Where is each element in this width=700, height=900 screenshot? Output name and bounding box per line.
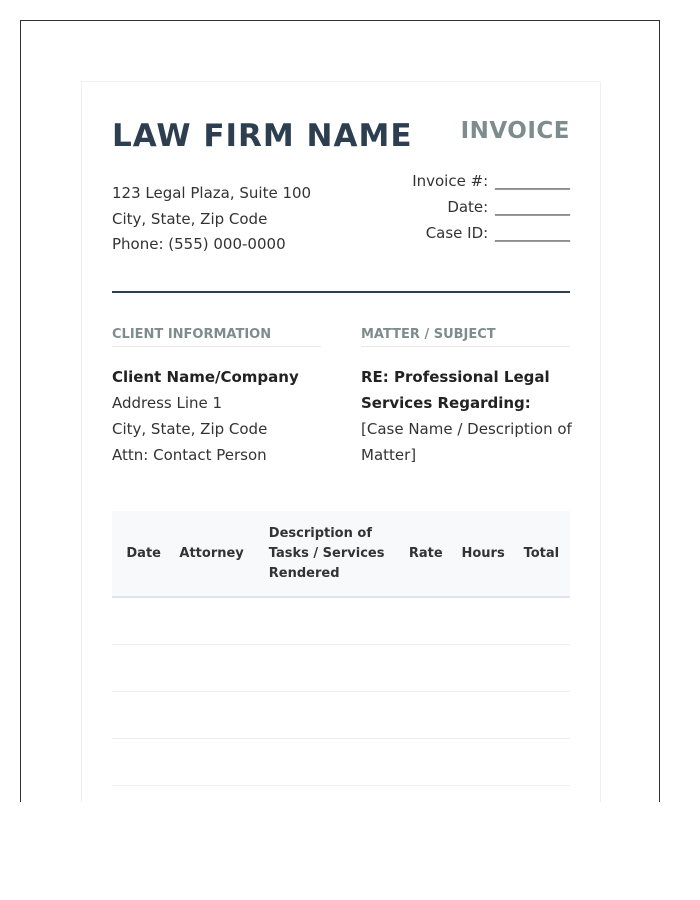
client-name: Client Name/Company xyxy=(112,368,299,386)
cell-rate[interactable] xyxy=(398,692,453,739)
column-hours: Hours xyxy=(453,511,512,597)
invoice-title: INVOICE xyxy=(460,118,570,144)
cell-date[interactable] xyxy=(112,645,171,692)
case-id-blank[interactable]: __________ xyxy=(495,224,570,242)
services-table-wrap xyxy=(112,511,570,786)
matter-subject-heading: MATTER / SUBJECT xyxy=(361,327,570,347)
cell-total[interactable] xyxy=(513,739,570,786)
cell-attorney[interactable] xyxy=(171,597,256,645)
table-row xyxy=(112,692,570,739)
cell-description[interactable] xyxy=(257,692,398,739)
cell-hours[interactable] xyxy=(453,597,512,645)
client-attn: Attn: Contact Person xyxy=(112,446,267,464)
cell-rate[interactable] xyxy=(398,645,453,692)
table-row xyxy=(112,597,570,645)
column-rate: Rate xyxy=(398,511,453,597)
cell-attorney[interactable] xyxy=(171,645,256,692)
cell-date[interactable] xyxy=(112,739,171,786)
table-body xyxy=(112,597,570,786)
cell-date[interactable] xyxy=(112,692,171,739)
cell-rate[interactable] xyxy=(398,739,453,786)
cell-attorney[interactable] xyxy=(171,739,256,786)
cell-hours[interactable] xyxy=(453,645,512,692)
invoice-number-row xyxy=(412,168,570,194)
firm-phone: Phone: (555) 000-0000 xyxy=(112,235,286,253)
cell-description[interactable] xyxy=(257,739,398,786)
firm-name: LAW FIRM NAME xyxy=(112,118,413,154)
invoice-date-label: Date: xyxy=(447,198,489,216)
cell-total[interactable] xyxy=(513,597,570,645)
cell-total[interactable] xyxy=(513,645,570,692)
invoice-date-blank[interactable]: __________ xyxy=(495,198,570,216)
case-id-label: Case ID: xyxy=(425,224,489,242)
client-city: City, State, Zip Code xyxy=(112,420,268,438)
cell-description[interactable] xyxy=(257,597,398,645)
cell-attorney[interactable] xyxy=(171,692,256,739)
invoice-meta xyxy=(412,168,570,246)
firm-street: 123 Legal Plaza, Suite 100 xyxy=(112,184,312,202)
table-row xyxy=(112,739,570,786)
matter-description: [Case Name / Description of Matter] xyxy=(361,420,572,464)
cell-total[interactable] xyxy=(513,692,570,739)
invoice-number-blank[interactable]: __________ xyxy=(495,172,570,190)
client-information-heading: CLIENT INFORMATION xyxy=(112,327,321,347)
column-description: Description of Tasks / Services Rendered xyxy=(257,511,398,597)
table-row xyxy=(112,645,570,692)
column-attorney: Attorney xyxy=(171,511,256,597)
cell-description[interactable] xyxy=(257,645,398,692)
cell-hours[interactable] xyxy=(453,692,512,739)
firm-city: City, State, Zip Code xyxy=(112,209,268,228)
invoice-date-row xyxy=(412,194,570,220)
client-address: Address Line 1 xyxy=(112,394,223,412)
cell-hours[interactable] xyxy=(453,739,512,786)
firm-address xyxy=(112,181,311,258)
column-date: Date xyxy=(112,511,171,597)
column-total: Total xyxy=(513,511,570,597)
table-header-row xyxy=(112,511,570,597)
client-details xyxy=(112,364,342,468)
cell-rate[interactable] xyxy=(398,597,453,645)
matter-re: RE: Professional Legal Services Regarding: xyxy=(361,368,550,412)
header-divider xyxy=(112,291,570,293)
invoice-number-label: Invoice #: xyxy=(412,172,489,190)
matter-details xyxy=(361,364,573,468)
case-id-row xyxy=(412,220,570,246)
cell-date[interactable] xyxy=(112,597,171,645)
services-table xyxy=(112,511,570,786)
